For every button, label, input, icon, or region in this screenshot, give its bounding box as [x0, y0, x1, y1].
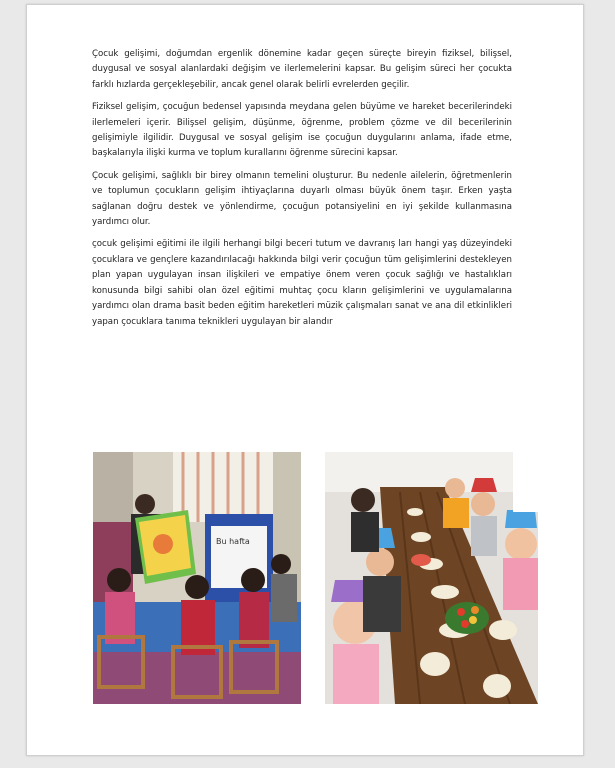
document-page — [26, 4, 584, 756]
paragraph-3: Çocuk gelişimi, sağlıklı bir birey olmanın temelini oluşturur. Bu nedenle ailelerin, öğretmenlerin ve toplumun çocukların gelişim ihtiyaçlarına duyarlı olması büyük önem taşır. Erken yaşta sağlanan doğru destek ve yönlendirme, çocuğun potansiyelini en iyi şekilde kullanmasına yardımcı olur. — [92, 170, 512, 228]
paragraph-4: çocuk gelişimi eğitimi ile ilgili herhangi bilgi beceri tutum ve davranış ları hangi yaş düzeyindeki çocuklara ve gençlere kazandırılacağı hakkında bilgi verir çocuğun tüm gelişimlerini destekleyen plan yapan uygulayan insan ilişkileri ve empatiye önem veren çocuk sağlığı ve hastalıkları konusunda bilgi sahibi olan özel eğitimi muhtaç çocu kların gelişimlerini ve uygulamalarına yardımcı olan drama basit beden eğitim hareketleri müzik çalışmaları sanat ve ana dil etkinlikleri yapan çocuklara tanıma teknikleri uygulayan bir alandır — [92, 239, 512, 327]
paragraph-1: Çocuk gelişimi, doğumdan ergenlik dönemine kadar geçen süreçte bireyin fiziksel, bilişsel, duygusal ve sosyal alanlardaki değişim ve ilerlemelerini kapsar. Bu gelişim süreci her çocukta farklı hızlarda gerçekleşebilir, ancak genel olarak belirli evrelerden geçilir. — [92, 49, 512, 90]
paragraph-2: Fiziksel gelişim, çocuğun bedensel yapısında meydana gelen büyüme ve hareket becerilerindeki ilerlemeleri içerir. Bilişsel gelişim, düşünme, öğrenme, problem çözme ve dil becerilerinin gelişimiyle ilgilidir. Duygusal ve sosyal gelişim ise çocuğun duygularını anlama, ifade etme, başkalarıyla ilişki kurma ve toplum kurallarını öğrenme sürecini kapsar. — [92, 102, 512, 159]
board-text: Bu hafta — [216, 537, 250, 546]
classroom-photo — [93, 452, 301, 704]
kitchen-activity-photo — [325, 452, 538, 704]
body-text — [92, 47, 512, 337]
